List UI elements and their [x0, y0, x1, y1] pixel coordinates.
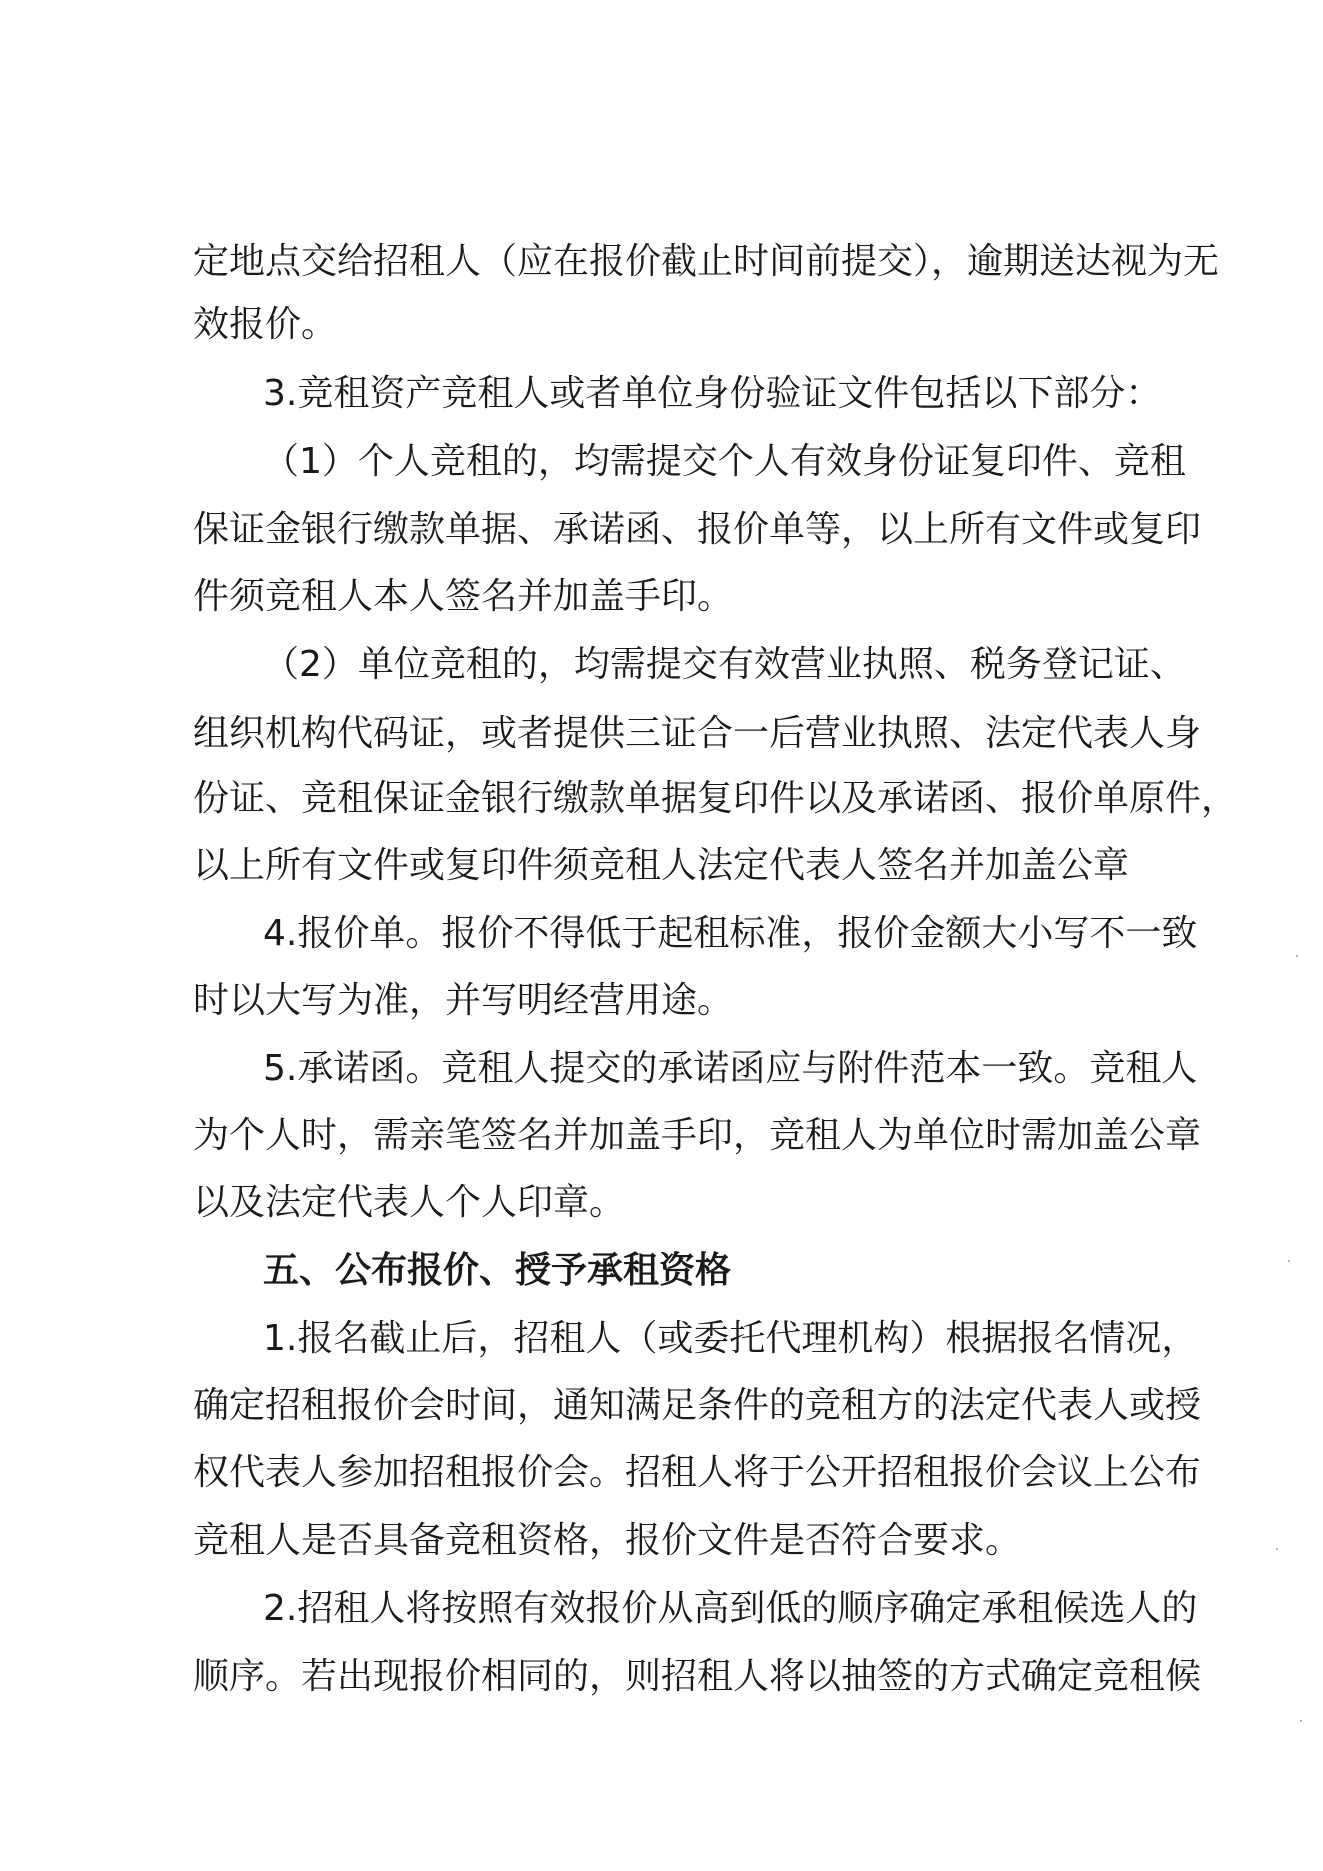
scan-speck	[1300, 1720, 1302, 1722]
paragraph-line-10: 以上所有文件或复印件须竞租人法定代表人签名并加盖公章	[193, 845, 1130, 886]
paragraph-line-5: 保证金银行缴款单据、承诺函、报价单等，以上所有文件或复印	[193, 509, 1202, 550]
paragraph-line-4: （1）个人竞租的，均需提交个人有效身份证复印件、竞租	[263, 441, 1186, 482]
paragraph-line-13: 5.承诺函。竞租人提交的承诺函应与附件范本一致。竞租人	[263, 1048, 1198, 1089]
scan-speck	[1288, 1260, 1290, 1262]
paragraph-line-7: （2）单位竞租的，均需提交有效营业执照、税务登记证、	[263, 644, 1186, 685]
paragraph-line-14: 为个人时，需亲笔签名并加盖手印，竞租人为单位时需加盖公章	[193, 1115, 1202, 1156]
paragraph-line-20: 竞租人是否具备竞租资格，报价文件是否符合要求。	[193, 1520, 1022, 1561]
paragraph-line-21: 2.招租人将按照有效报价从高到低的顺序确定承租候选人的	[263, 1588, 1198, 1629]
paragraph-line-1: 定地点交给招租人（应在报价截止时间前提交），逾期送达视为无	[193, 241, 1220, 282]
paragraph-line-17: 1.报名截止后，招租人（或委托代理机构）根据报名情况，	[263, 1318, 1198, 1359]
paragraph-line-3: 3.竞租资产竞租人或者单位身份验证文件包括以下部分：	[263, 373, 1162, 414]
section-heading: 五、公布报价、授予承租资格	[263, 1250, 732, 1291]
scan-speck	[1296, 955, 1298, 957]
paragraph-line-11: 4.报价单。报价不得低于起租标准，报价金额大小写不一致	[263, 913, 1198, 954]
paragraph-line-18: 确定招租报价会时间，通知满足条件的竞租方的法定代表人或授	[193, 1385, 1202, 1426]
paragraph-line-22: 顺序。若出现报价相同的，则招租人将以抽签的方式确定竞租候	[193, 1656, 1202, 1697]
paragraph-line-19: 权代表人参加招租报价会。招租人将于公开招租报价会议上公布	[193, 1452, 1202, 1493]
paragraph-line-8: 组织机构代码证，或者提供三证合一后营业执照、法定代表人身	[193, 713, 1202, 754]
paragraph-line-12: 时以大写为准，并写明经营用途。	[193, 980, 734, 1021]
paragraph-line-9: 份证、竞租保证金银行缴款单据复印件以及承诺函、报价单原件，	[193, 778, 1238, 819]
scan-speck	[1276, 1548, 1278, 1550]
paragraph-line-6: 件须竞租人本人签名并加盖手印。	[193, 576, 734, 617]
paragraph-line-15: 以及法定代表人个人印章。	[193, 1182, 626, 1223]
paragraph-line-2: 效报价。	[193, 304, 338, 345]
